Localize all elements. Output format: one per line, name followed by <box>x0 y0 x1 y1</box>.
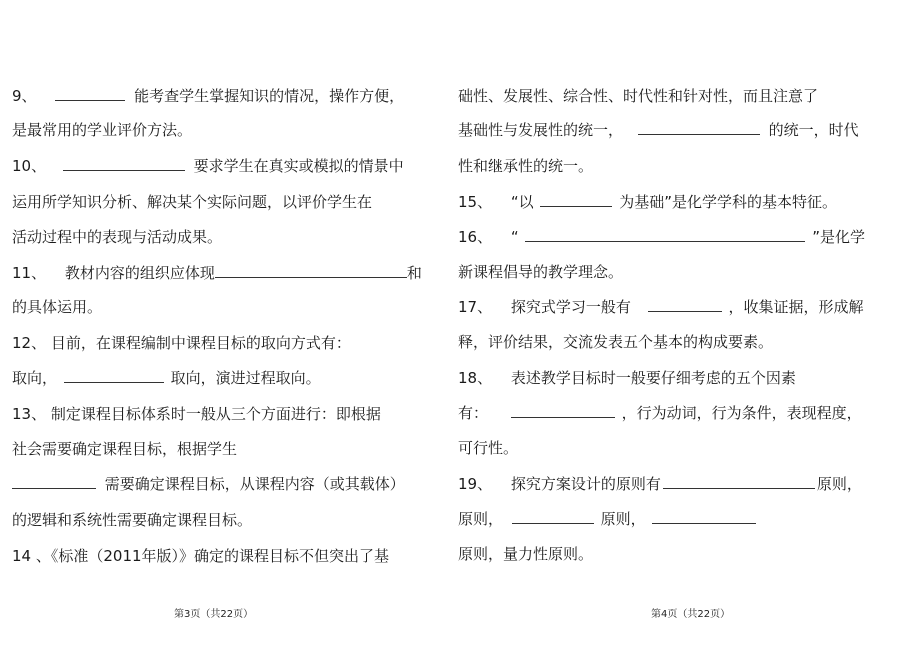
page-footer-left: 第3页（共22页） <box>174 609 254 620</box>
q19-text-d: 原则， <box>600 510 646 528</box>
q9-blank <box>55 86 125 101</box>
page-footer-right: 第4页（共22页） <box>651 609 731 620</box>
q12-text-b: 取向，演进过程取向。 <box>170 369 321 387</box>
q11-blank <box>215 263 407 278</box>
q19-text-c: 原则， <box>458 510 504 528</box>
q17-number: 17、 <box>458 298 493 316</box>
q16-line-1 <box>458 227 865 247</box>
q14-text-b: 的统一，时代 <box>768 121 859 139</box>
q18-line-2 <box>458 403 862 423</box>
q18-number: 18、 <box>458 369 493 387</box>
q14-text-a: 基础性与发展性的统一， <box>458 121 624 139</box>
q19-line-2 <box>458 509 758 529</box>
q17-text-a: 探究式学习一般有 <box>510 298 631 316</box>
q14-line-3 <box>458 120 859 140</box>
q19-number: 19、 <box>458 475 493 493</box>
q10-line-2: 运用所学知识分析、解决某个实际问题，以评价学生在 <box>12 193 373 211</box>
q12-text-a: 取向， <box>12 369 58 387</box>
q9-text: 能考查学生掌握知识的情况，操作方便， <box>134 87 405 105</box>
q13-line-2: 社会需要确定课程目标，根据学生 <box>12 440 238 458</box>
q14-line-4: 性和继承性的统一。 <box>458 157 594 175</box>
q19-text-a: 探究方案设计的原则有 <box>510 475 661 493</box>
q19-text-b: 原则， <box>816 475 862 493</box>
q9-line-2: 是最常用的学业评价方法。 <box>12 121 193 139</box>
q12-line-2 <box>12 368 321 388</box>
q18-text: 表述教学目标时一般要仔细考虑的五个因素 <box>510 369 796 387</box>
q11-text-end: 和 <box>406 264 422 282</box>
q16-line-2: 新课程倡导的教学理念。 <box>458 263 624 281</box>
q18-blank <box>511 403 615 418</box>
q15-text-b: 为基础”是化学学科的基本特征。 <box>619 193 837 211</box>
q18-line-1 <box>458 368 796 388</box>
q12-line-1: 12、 目前，在课程编制中课程目标的取向方式有： <box>12 334 351 352</box>
q13-text: 需要确定课程目标，从课程内容（或其载体） <box>104 475 405 493</box>
q9-line-1 <box>12 86 404 106</box>
q10-line-3: 活动过程中的表现与活动成果。 <box>12 228 223 246</box>
q16-text-a: “ <box>510 228 519 246</box>
q11-line-2: 的具体运用。 <box>12 298 103 316</box>
q10-number: 10、 <box>12 157 47 175</box>
q15-number: 15、 <box>458 193 493 211</box>
q14-blank <box>638 120 760 135</box>
q10-blank <box>63 156 185 171</box>
q17-blank <box>648 297 722 312</box>
q11-line-1 <box>12 263 422 283</box>
q16-number: 16、 <box>458 228 493 246</box>
q10-text: 要求学生在真实或模拟的情景中 <box>193 157 404 175</box>
q17-text-b: ，收集证据，形成解 <box>728 298 864 316</box>
q16-text-b: ”是化学 <box>812 228 865 246</box>
q14-line-1: 14 、《标准（2011年版）》确定的课程目标不但突出了基 <box>12 547 390 565</box>
q15-line-1 <box>458 192 837 212</box>
q18-line-3: 可行性。 <box>458 439 519 457</box>
q19-blank-1 <box>663 474 815 489</box>
q9-number: 9、 <box>12 87 37 105</box>
q15-blank <box>540 192 612 207</box>
q14-line-2: 础性、发展性、综合性、时代性和针对性，而且注意了 <box>458 87 819 105</box>
q19-line-1 <box>458 474 862 494</box>
q19-blank-2 <box>512 509 594 524</box>
q16-blank <box>525 227 805 242</box>
q13-line-1: 13、 制定课程目标体系时一般从三个方面进行：即根据 <box>12 405 381 423</box>
q12-blank <box>64 368 164 383</box>
q11-text: 教材内容的组织应体现 <box>64 264 215 282</box>
q17-line-1 <box>458 297 863 317</box>
q10-line-1 <box>12 156 404 176</box>
q18-text-a: 有： <box>458 404 489 422</box>
q11-number: 11、 <box>12 264 47 282</box>
q15-text-a: “以 <box>510 193 534 211</box>
q17-line-2: 释，评价结果，交流发表五个基本的构成要素。 <box>458 333 774 351</box>
q13-line-4: 的逻辑和系统性需要确定课程目标。 <box>12 511 253 529</box>
q13-line-3 <box>12 474 405 494</box>
q13-blank <box>12 474 96 489</box>
q19-blank-3 <box>652 509 756 524</box>
q19-line-3: 原则，量力性原则。 <box>458 545 594 563</box>
q18-text-b: ，行为动词，行为条件，表现程度， <box>621 404 862 422</box>
